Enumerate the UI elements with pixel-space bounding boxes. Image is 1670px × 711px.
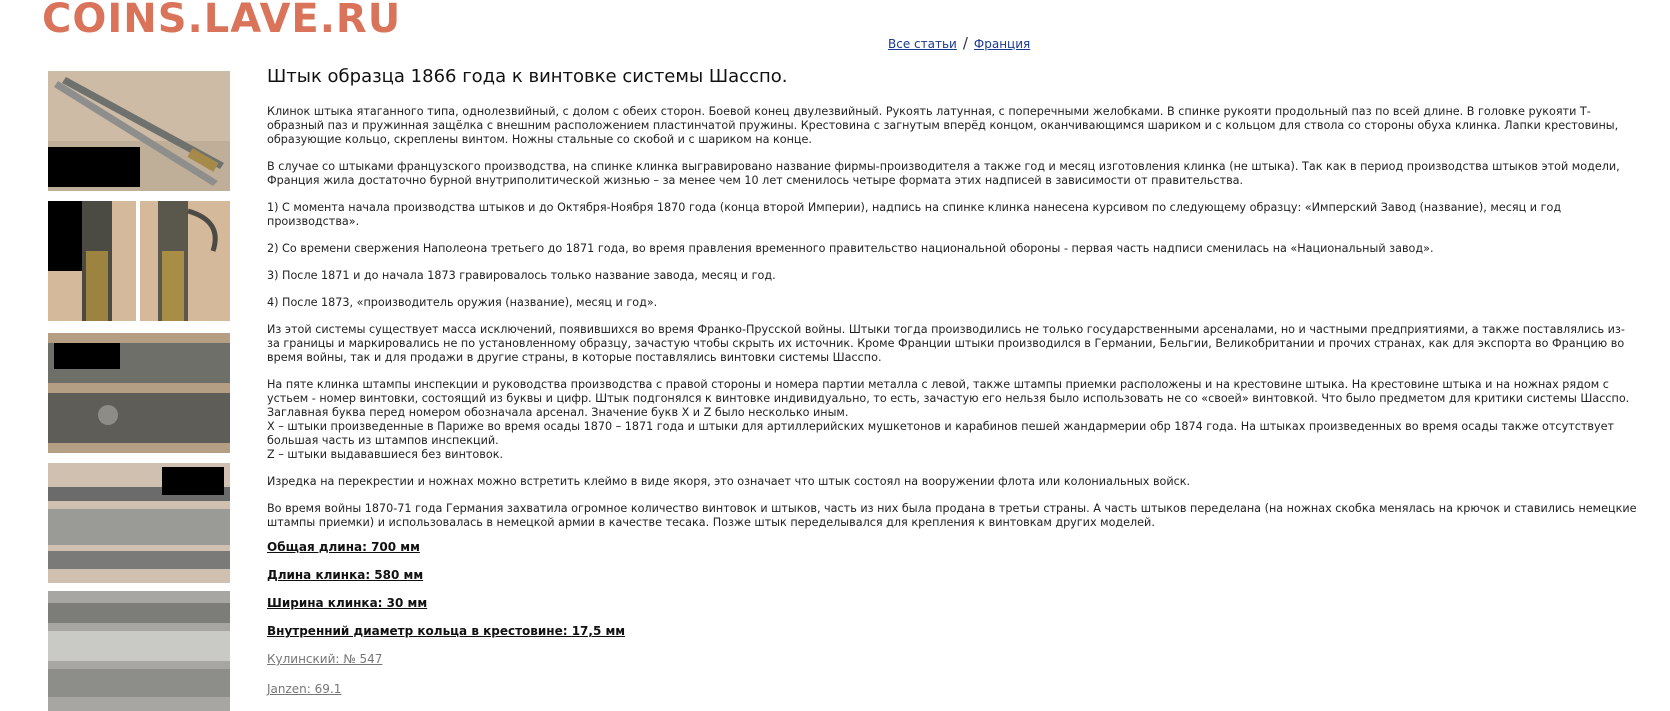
spec-total-length: Общая длина: 700 мм: [267, 540, 420, 554]
redaction-block: [48, 147, 140, 187]
photo-blade-engraving[interactable]: [48, 463, 230, 583]
breadcrumb-france[interactable]: Франция: [973, 37, 1031, 51]
breadcrumb-all-articles[interactable]: Все статьи: [888, 37, 957, 51]
paragraph-format-2: 2) Со времени свержения Наполеона третьего до 1871 года, во время правления временного правительство национальной обороны - первая часть надписи сменилась на «Национальный завод».: [267, 242, 1434, 255]
spec-blade-width: Ширина клинка: 30 мм: [267, 596, 428, 610]
photo-bayonet-full[interactable]: [48, 71, 230, 191]
reference-kulinsky[interactable]: Кулинский: № 547: [267, 652, 383, 666]
paragraph-format-3: 3) После 1871 и до начала 1873 гравировалось только название завода, месяц и год.: [267, 269, 776, 282]
paragraph-exceptions: Из этой системы существует масса исключений, появившихся во время Франко-Прусской войны. Штыки тогда производились не только государственными арсеналами, но и частными предприятиями, а также поставлялись из-за границы и маркировались не по установленному образцу, зачастую чтобы скрыть их источник. Кроме Франции штыки производился в Германии, Бельгии, Великобритании и прочих странах, как для экспорта во Францию во время войны, так и для продажи в другие страны, в которые поставлялись винтовки системы Шасспо.: [267, 323, 1625, 364]
paragraph-format-4: 4) После 1873, «производитель оружия (название), месяц и год».: [267, 296, 658, 309]
redaction-block: [54, 343, 120, 369]
reference-janzen[interactable]: Janzen: 69.1: [267, 682, 342, 696]
paragraph-description: Клинок штыка ятаганного типа, однолезвийный, с долом с обеих сторон. Боевой конец двулезвийный. Рукоять латунная, с поперечными желобками. В спинке рукояти продольный паз по всей длине. В головке рукояти Т-образный паз и пружинная защёлка с внешним расположением пластинчатой пружины. Крестовина с загнутым вперёд концом, оканчивающимся шариком и с кольцом для ствола со стороны обуха клинка. Лапки крестовины, образующие кольцо, скреплены винтом. Ножны стальные со скобой и с шариком на конце.: [267, 105, 1619, 146]
redaction-block: [48, 201, 82, 271]
paragraph-letter-z: Z – штыки выдававшиеся без винтовок.: [267, 448, 504, 461]
paragraph-markings: В случае со штыками французского производства, на спинке клинка выгравировано название фирмы-производителя а также год и месяц изготовления клинка (не штыка). Так как в период производства штыков этой модели, Франция жила достаточно бурной внутриполитической жизнью – за менее чем 10 лет сменилось четыре формата этих надписей в зависимости от правительства.: [267, 160, 1620, 187]
photo-scabbard[interactable]: [48, 333, 230, 453]
site-logo[interactable]: COINS.LAVE.RU: [42, 0, 402, 42]
breadcrumb-separator: /: [962, 34, 968, 52]
paragraph-letter-x: X – штыки произведенные в Париже во время осады 1870 – 1871 года и штыки для артиллерийских мушкетонов и карабинов пешей жандармерии обр 1874 года. На штыках произведенных во время осады также отсутствует большая часть из штампов инспекций.: [267, 420, 1614, 447]
redaction-block: [162, 467, 224, 495]
spec-ring-diameter: Внутренний диаметр кольца в крестовине: 17,5 мм: [267, 624, 626, 638]
spec-blade-length: Длина клинка: 580 мм: [267, 568, 424, 582]
paragraph-format-1: 1) С момента начала производства штыков и до Октября-Ноября 1870 года (конца второй Империи), надпись на спинке клинка нанесена курсивом по следующему образцу: «Имперский Завод (название), месяц и год производства».: [267, 201, 1562, 228]
photo-hilt[interactable]: [48, 201, 230, 321]
article-title: Штык образца 1866 года к винтовке системы Шасспо.: [267, 66, 788, 87]
photo-spine-marking[interactable]: [48, 591, 230, 711]
breadcrumb: [888, 34, 1030, 52]
paragraph-anchor-mark: Изредка на перекрестии и ножнах можно встретить клеймо в виде якоря, это означает что штык состоял на вооружении флота или колониальных войск.: [267, 475, 1191, 488]
paragraph-inspection: На пяте клинка штампы инспекции и руководства производства с правой стороны и номера партии металла с левой, также штампы приемки расположены и на крестовине штыка. На крестовине штыка и на ножнах рядом с устьем - номер винтовки, состоящий из буквы и цифр. Штык подгонялся к винтовке индивидуально, то есть, зачастую его нельзя было использовать не со «своей» винтовкой. Что было предметом для критики системы Шасспо. Заглавная буква перед номером обозначала арсенал. Значение букв X и Z было несколько иным.: [267, 378, 1630, 419]
article: [267, 66, 1637, 696]
paragraph-german-use: Во время войны 1870-71 года Германия захватила огромное количество винтовок и штыков, часть из них была продана в третьи страны. А часть штыков переделана (на ножнах скобка менялась на крючок и ставились немецкие штампы приемки) и использовалась в немецкой армии в качестве тесака. Позже штык переделывался для крепления к винтовкам других моделей.: [267, 502, 1637, 529]
